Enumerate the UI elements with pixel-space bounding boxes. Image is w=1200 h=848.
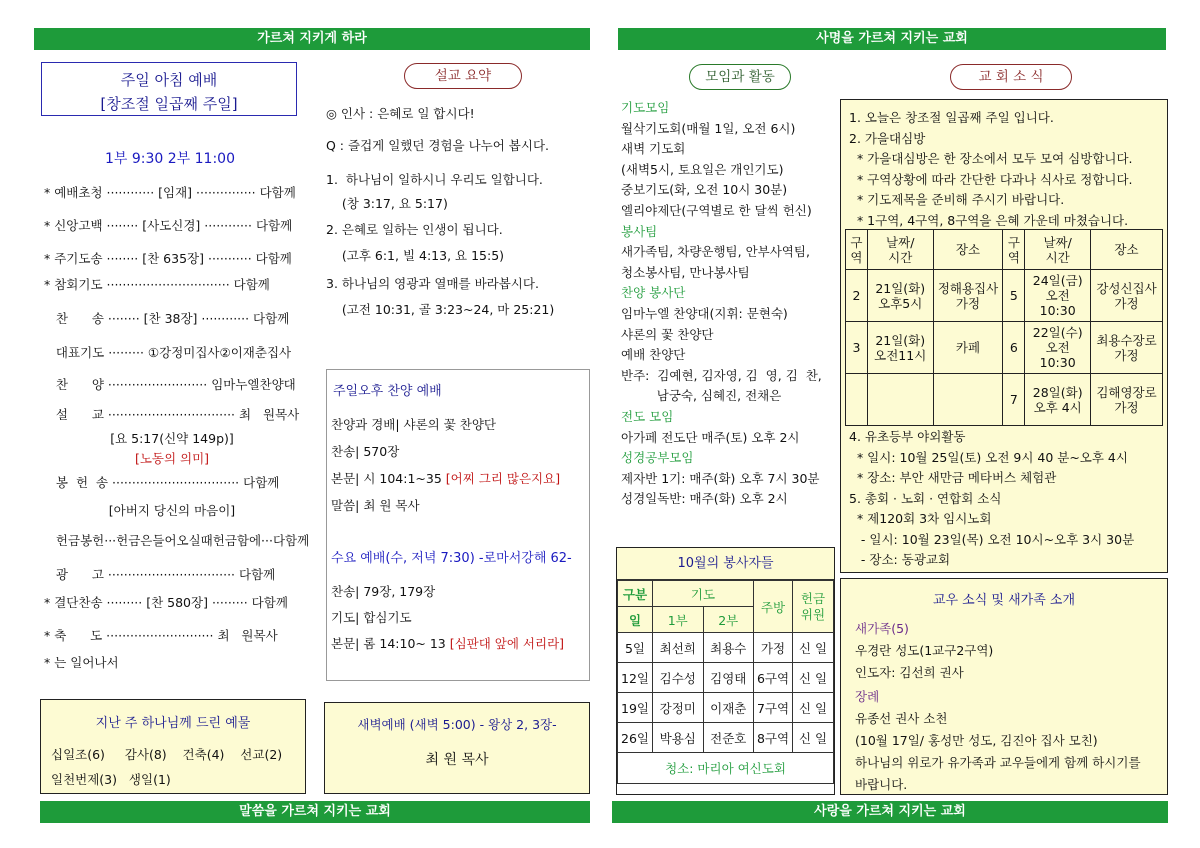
worship-order-item: * 는 일어나서 [44,655,119,670]
table-cell: 22일(수) 오전 10:30 [1025,322,1091,374]
table-cell: 21일(화) 오전11시 [867,322,933,374]
wednesday-text-title: [심판대 앞에 서리라] [449,636,565,651]
vol-head-hungum: 헌금 위원 [793,581,834,633]
table-row [618,693,834,723]
worship-order-item: [요 5:17(신약 149p)] [110,431,234,446]
table-cell: 5일 [618,633,653,663]
table-cell: 전준호 [703,723,754,753]
activity-line: 성경일독반: 매주(화) 오후 2시 [621,491,788,507]
table-cell: 박용심 [653,723,704,753]
funeral-1: 유종선 권사 소천 [855,711,948,726]
activity-line: 새가족팀, 차량운행팀, 안부사역팀, [621,244,810,260]
news-line: 2. 가을대심방 [849,130,926,146]
afternoon-line4: 말씀| 최 원 목사 [331,498,420,513]
afternoon-box [326,369,590,681]
top-left-bar: 가르쳐 지키게 하라 [34,28,590,50]
wednesday-text: 본문| 롬 14:10~ 13 [331,636,450,651]
sermon-line: 1. 하나님이 일하시니 우리도 일합니다. [326,172,543,187]
activity-line: 반주: 김예현, 김자영, 김 영, 김 찬, [621,367,822,383]
vol-head-jubang: 주방 [754,581,793,633]
afternoon-title: 주일오후 찬양 예배 [333,384,442,399]
worship-order-item: * 참회기도 ······························· 다함께 [44,277,270,292]
afternoon-line1: 찬양과 경배| 샤론의 꽃 찬양단 [331,417,497,432]
news-line: * 장소: 부안 새만금 메타버스 체험관 [849,470,1057,485]
sermon-line: ◎ 인사 : 은혜로 일 합시다! [326,106,475,121]
table-cell: 12일 [618,663,653,693]
activity-line: 남궁숙, 심혜진, 전채은 [621,388,782,404]
wednesday-line2: 기도| 합심기도 [331,610,412,625]
news-line: 1. 오늘은 창조절 일곱째 주일 입니다. [849,110,1054,125]
activity-line: 임마누엘 찬양대(지휘: 문현숙) [621,306,788,321]
table-cell: 김수성 [653,663,704,693]
news-line: * 구역상황에 따라 간단한 다과나 식사로 정합니다. [849,171,1133,187]
worship-order-item: * 신앙고백 ········ [사도신경] ············ 다함께 [44,218,293,233]
activity-line: 샤론의 꽃 찬양단 [621,326,714,342]
offering-box [40,699,306,794]
bottom-right-bar: 사랑을 가르쳐 지키는 교회 [612,801,1168,823]
worship-order-item: * 결단찬송 ········· [찬 580장] ········· 다함께 [44,595,288,610]
sermon-line: (고전 10:31, 골 3:23~24, 마 25:21) [326,302,555,317]
news-line: - 일시: 10월 23일(목) 오전 10시~오후 3시 30분 [849,531,1135,547]
vol-clean: 청소: 마리아 여신도회 [618,753,834,784]
afternoon-text: 본문| 시 104:1~35 [331,471,446,486]
table-cell: 21일(화) 오후5시 [867,270,933,322]
news-line: - 장소: 동광교회 [849,552,951,567]
wednesday-line3 [331,634,564,652]
table-cell: 신 일 [793,693,834,723]
table-row [618,633,834,663]
worship-order-item: 찬 송 ········ [찬 38장] ············ 다함께 [44,311,290,326]
table-row [846,322,1163,374]
volunteers-title: 10월의 봉사자들 [617,548,834,580]
news-line: * 가을대심방은 한 장소에서 모두 모여 심방합니다. [849,151,1133,166]
offering-line2: 일천번제(3) 생일(1) [51,772,171,787]
table-cell: 19일 [618,693,653,723]
vol-head-gubun: 구분 [618,581,653,607]
table-row [846,270,1163,322]
table-cell: 신 일 [793,663,834,693]
worship-order-item: 봉 헌 송 ································ 다함께 [44,475,280,490]
funeral-4: 바랍니다. [855,777,908,792]
table-cell: 카페 [933,322,1003,374]
activity-line: 전도 모임 [621,409,674,424]
activity-line: 엘리야제단(구역별로 한 달씩 헌신) [621,203,812,218]
dawn-pastor: 최 원 목사 [425,752,489,768]
news-line: 4. 유초등부 야외활동 [849,429,966,444]
activity-line: 아가페 전도단 매주(토) 오후 2시 [621,429,800,445]
news-box [840,99,1168,573]
worship-order-item: [아버지 당신의 마음이] [108,503,236,518]
table-cell [846,374,868,426]
vol-head-il: 일 [618,607,653,633]
activity-line: (새벽5시, 토요일은 개인기도) [621,161,784,177]
worship-title-box [41,62,297,116]
sermon-line: 3. 하나님의 영광과 열매를 바라봅시다. [326,276,539,291]
bottom-left-bar: 말씀을 가르쳐 지키는 교회 [40,801,590,823]
sermon-line: 2. 은혜로 일하는 인생이 됩니다. [326,222,503,237]
worship-order-item: * 예배초청 ············ [임재] ··············· 다함께 [44,185,296,200]
sermon-line: Q : 즐겁게 일했던 경험을 나누어 봅시다. [326,138,549,153]
table-cell: 김해영장로 가정 [1091,374,1163,426]
table-row [846,374,1163,426]
offering-title: 지난 주 하나님께 드린 예물 [95,716,251,731]
table-cell: 8구역 [754,723,793,753]
table-header: 구 역 [846,230,868,270]
worship-times: 1부 9:30 2부 11:00 [105,151,235,167]
table-row [618,723,834,753]
worship-order-item: 헌금봉헌···헌금은들어오실때헌금함에···다함께 [44,533,310,548]
table-header: 구 역 [1003,230,1025,270]
vol-head-1bu: 1부 [653,607,704,633]
afternoon-line2: 찬송| 570장 [331,444,400,459]
table-cell: 2 [846,270,868,322]
worship-order-item: 설 교 ································ 최 원목사 [44,407,300,422]
funeral-head: 장례 [855,689,880,704]
table-row [618,663,834,693]
activity-line: 새벽 기도회 [621,141,686,157]
district-visit-table [845,229,1163,426]
afternoon-text-title: [어찌 그리 많은지요] [445,471,561,486]
dawn-box [324,702,590,794]
activity-line: 봉사팀 [621,223,658,239]
table-cell: 가정 [754,633,793,663]
news-line: * 기도제목을 준비해 주시기 바랍니다. [849,192,1065,207]
activity-line: 청소봉사팀, 만나봉사팀 [621,264,750,280]
wednesday-title: 수요 예배(수, 저녁 7:30) -로마서강해 62- [331,551,572,566]
activity-line: 기도모임 [621,100,670,115]
activity-line: 예배 찬양단 [621,347,686,363]
vol-head-2bu: 2부 [703,607,754,633]
wednesday-line1: 찬송| 79장, 179장 [331,584,436,599]
table-header: 날짜/ 시간 [1025,230,1091,270]
activity-line: 월삭기도회(매월 1일, 오전 6시) [621,120,796,136]
table-cell: 26일 [618,723,653,753]
table-cell [933,374,1003,426]
sermon-pill: 설교 요약 [404,63,522,89]
worship-order-item: 대표기도 ········· ①강정미집사②이재춘집사 [44,345,292,360]
volunteers-box [616,547,835,795]
table-cell [867,374,933,426]
news-line: * 일시: 10월 25일(토) 오전 9시 40 분~오후 4시 [849,449,1128,465]
sermon-line: (창 3:17, 요 5:17) [326,196,448,211]
table-cell: 최용수장로 가정 [1091,322,1163,374]
news-line: * 1구역, 4구역, 8구역을 은혜 가운데 마쳤습니다. [849,212,1129,228]
worship-subtitle: [창조절 일곱째 주일] [100,95,238,113]
table-cell: 5 [1003,270,1025,322]
dawn-title: 새벽예배 (새벽 5:00) - 왕상 2, 3장- [357,717,557,732]
table-header: 장소 [1091,230,1163,270]
new-family-2: 인도자: 김선희 권사 [855,665,964,680]
offering-line1: 십일조(6) 감사(8) 건축(4) 선교(2) [51,747,283,762]
afternoon-line3 [331,469,560,487]
table-cell: 정해용집사 가정 [933,270,1003,322]
funeral-2: (10월 17일/ 홍성만 성도, 김진아 집사 모친) [855,733,1098,748]
news-line: * 제120회 3차 임시노회 [849,511,992,526]
activity-line: 중보기도(화, 오전 10시 30분) [621,182,788,198]
worship-order-item: * 축 도 ··························· 최 원목사 [44,628,278,643]
new-family-1: 우경란 성도(1교구2구역) [855,643,994,658]
table-cell: 최선희 [653,633,704,663]
table-cell: 신 일 [793,723,834,753]
funeral-3: 하나님의 위로가 유가족과 교우들에게 함께 하시기를 [855,755,1141,770]
members-title: 교우 소식 및 새가족 소개 [932,593,1076,608]
table-cell: 이재춘 [703,693,754,723]
worship-order-item: [노동의 의미] [134,451,210,466]
table-cell: 24일(금) 오전 10:30 [1025,270,1091,322]
worship-order-item: 찬 양 ························· 임마누엘찬양대 [44,377,296,392]
worship-title: 주일 아침 예배 [120,71,218,89]
table-cell: 신 일 [793,633,834,663]
table-header: 장소 [933,230,1003,270]
activity-line: 찬양 봉사단 [621,285,686,301]
table-cell: 28일(화) 오후 4시 [1025,374,1091,426]
new-family-head: 새가족(5) [855,621,909,636]
table-cell: 3 [846,322,868,374]
members-box [840,578,1168,795]
sermon-line: (고후 6:1, 빌 4:13, 요 15:5) [326,248,505,263]
table-cell: 최용수 [703,633,754,663]
table-cell: 7 [1003,374,1025,426]
table-cell: 6구역 [754,663,793,693]
activities-pill: 모임과 활동 [689,64,791,90]
volunteers-table [617,580,834,784]
activity-line: 제자반 1기: 매주(화) 오후 7시 30분 [621,470,820,486]
table-cell: 7구역 [754,693,793,723]
worship-order-item: * 주기도송 ········ [찬 635장] ··········· 다함께 [44,251,292,266]
top-right-bar: 사명을 가르쳐 지키는 교회 [618,28,1166,50]
table-cell: 김영태 [703,663,754,693]
news-pill: 교 회 소 식 [950,64,1072,90]
news-line: 5. 총회 · 노회 · 연합회 소식 [849,490,1002,506]
activity-line: 성경공부모임 [621,450,694,466]
vol-head-gido: 기도 [653,581,754,607]
table-cell: 6 [1003,322,1025,374]
table-cell: 강성신집사 가정 [1091,270,1163,322]
table-cell: 강정미 [653,693,704,723]
worship-order-item: 광 고 ································ 다함께 [44,567,276,582]
table-header: 날짜/ 시간 [867,230,933,270]
